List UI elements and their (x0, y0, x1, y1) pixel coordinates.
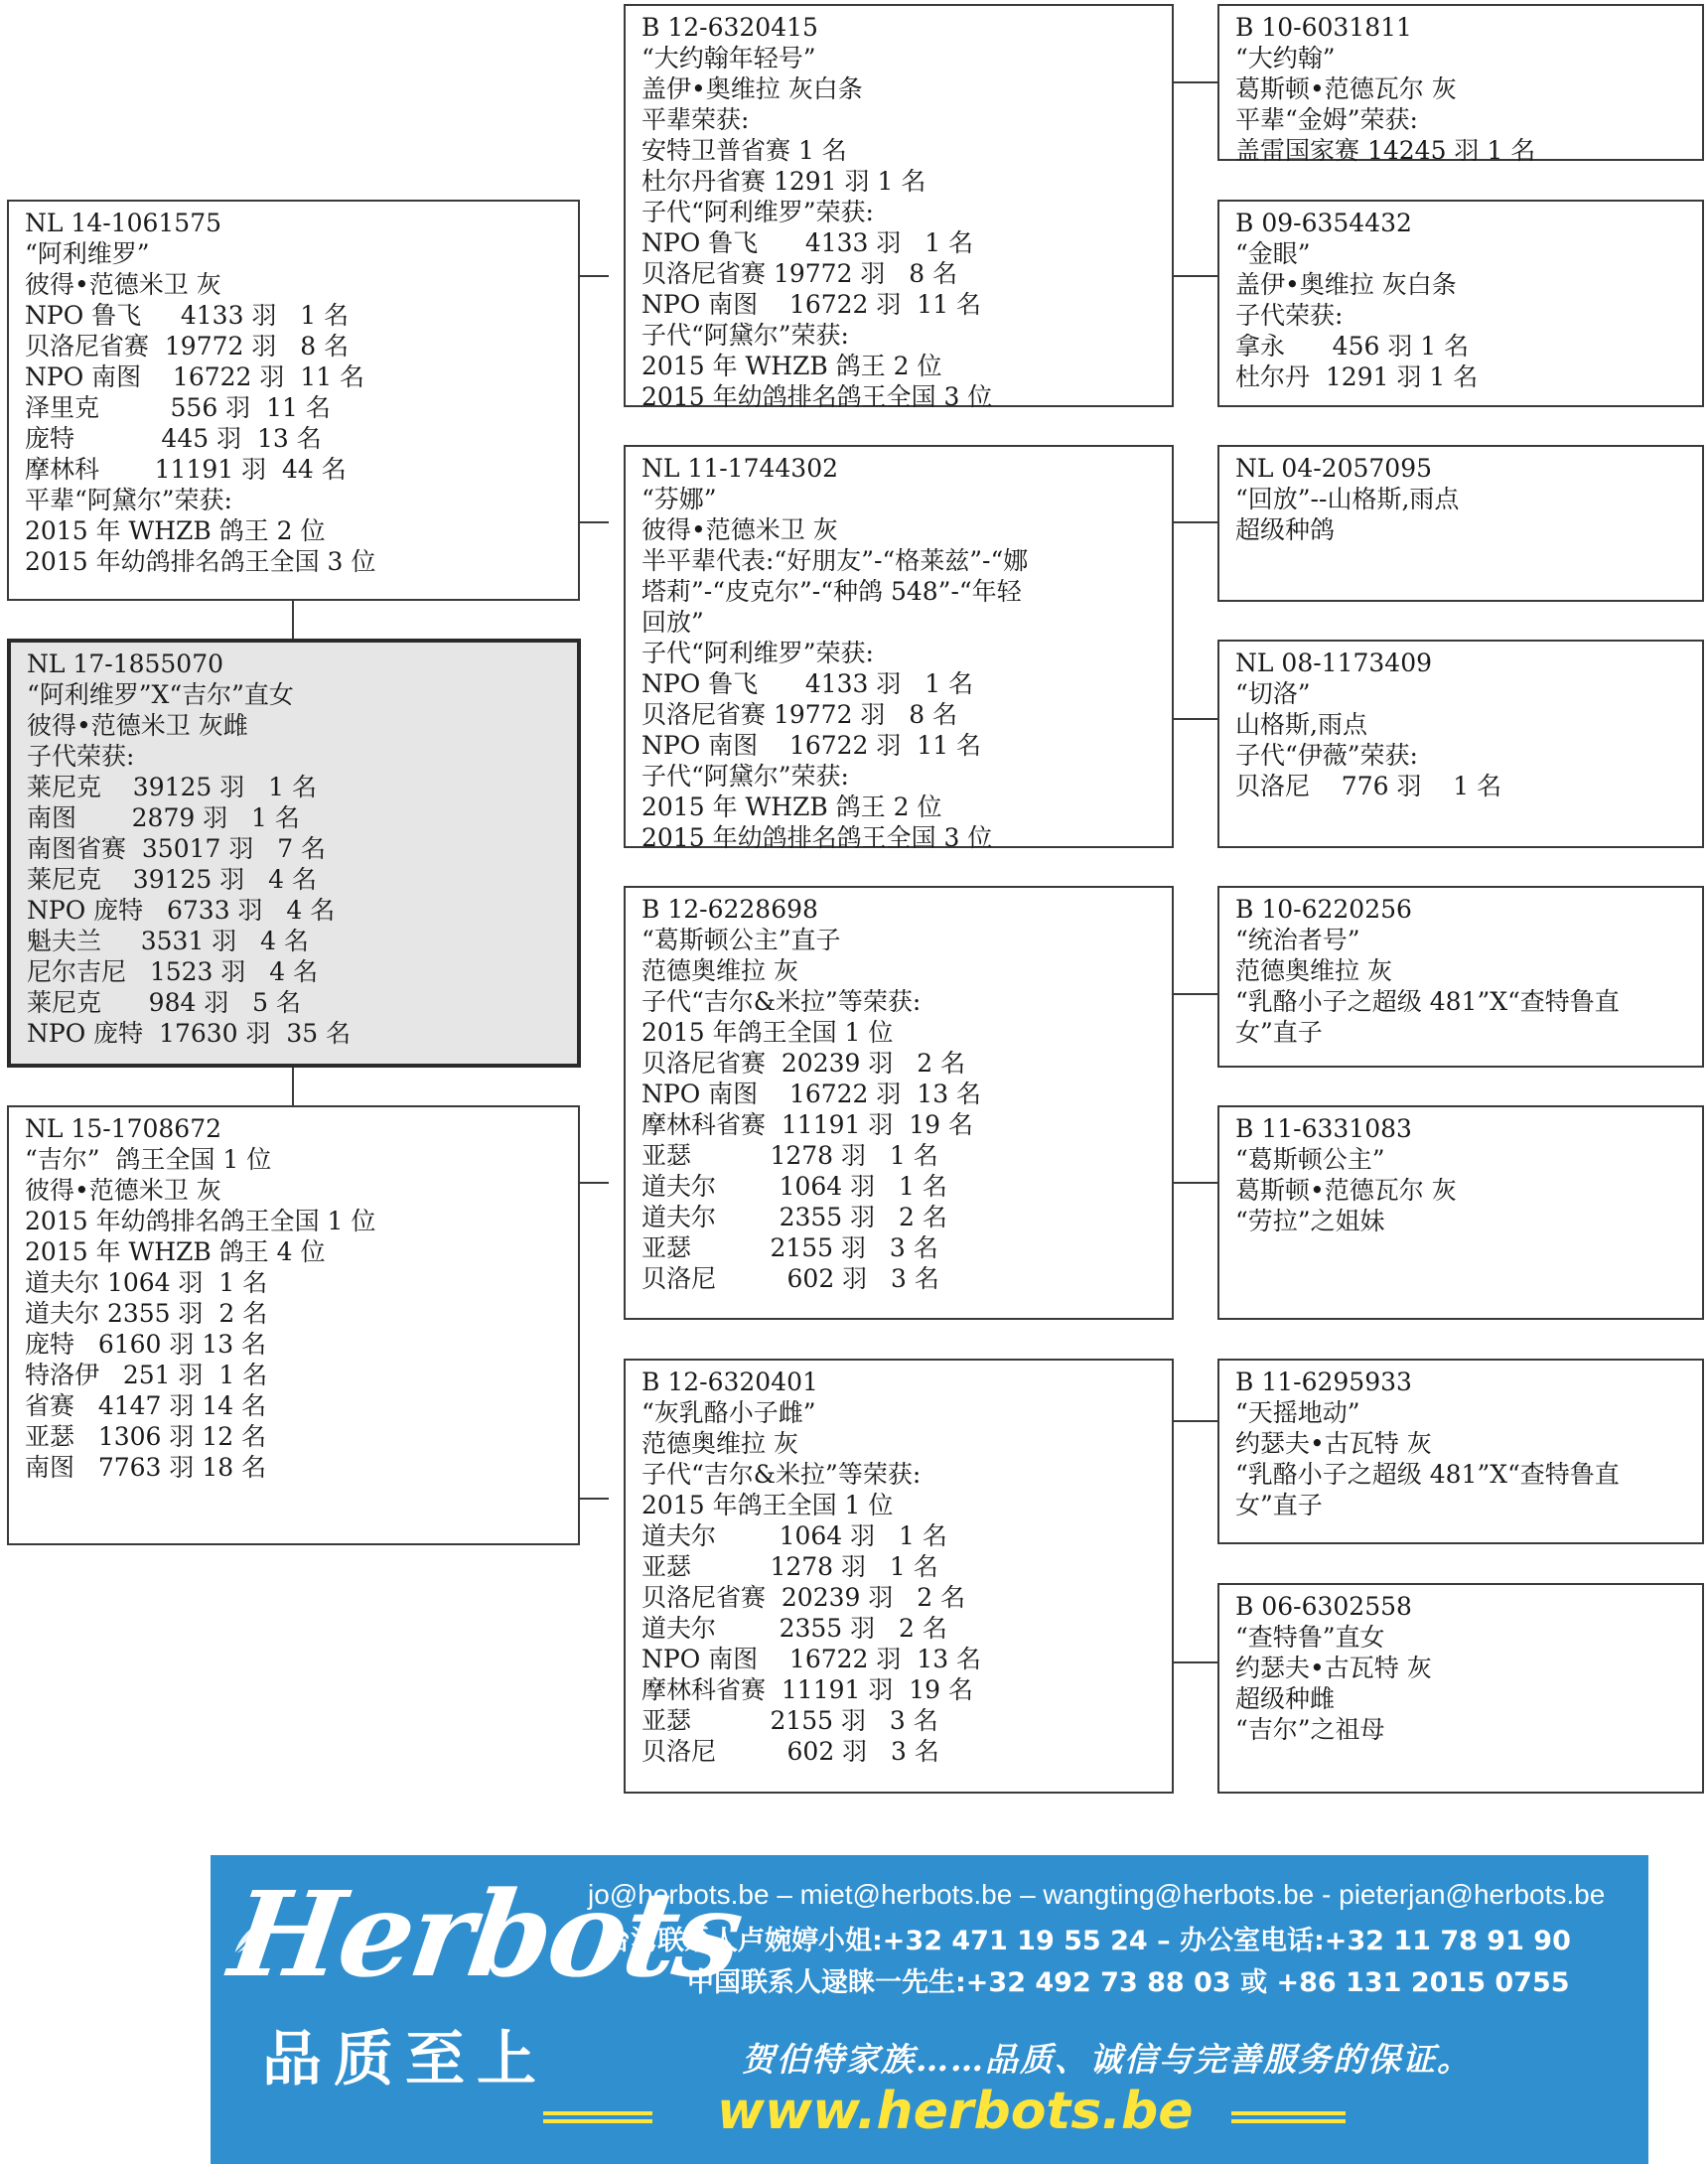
result-line: 超级种鸽 (1235, 515, 1336, 544)
connector-line (1173, 718, 1217, 720)
breeder-color: 彼得•范德米卫 灰 (25, 270, 221, 299)
sire-sire-sire-box (1217, 4, 1704, 165)
result-line: 亚瑟 2155 羽 3 名 (641, 1233, 938, 1262)
ring-number: B 10-6031811 (1235, 13, 1412, 42)
result-line: 贝洛尼 602 羽 3 名 (641, 1264, 939, 1293)
sire-sire-dam-box (1217, 200, 1704, 407)
result-line: 平辈“金姆”荣获: (1235, 105, 1418, 134)
result-line: “乳酪小子之超级 481”X“查特鲁直 (1235, 987, 1620, 1016)
ring-number: NL 11-1744302 (641, 454, 839, 483)
result-line: 女”直子 (1235, 1491, 1323, 1519)
ring-number: NL 14-1061575 (25, 209, 222, 237)
connector-line (579, 1182, 609, 1184)
connector-line (1173, 1661, 1217, 1663)
dam-dam-box (624, 1359, 1174, 1794)
connector-line (1173, 1182, 1217, 1184)
result-line: 杜尔丹 1291 羽 1 名 (1235, 362, 1479, 391)
result-line: 安特卫普省赛 1 名 (641, 136, 847, 165)
result-line: 贝洛尼省赛 20239 羽 2 名 (641, 1583, 966, 1612)
breeder-color: 葛斯顿•范德瓦尔 灰 (1235, 1176, 1457, 1205)
sire-box (7, 200, 580, 601)
website-link[interactable]: www.herbots.be (717, 2082, 1194, 2141)
result-line: 摩林科 11191 羽 44 名 (25, 455, 347, 484)
sire-dam-sire-box (1217, 445, 1704, 602)
result-line: 亚瑟 1278 羽 1 名 (641, 1141, 938, 1170)
result-line: NPO 南图 16722 羽 11 名 (641, 731, 982, 760)
result-line: 半平辈代表:“好朋友”-“格莱兹”-“娜 (641, 546, 1029, 575)
result-line: NPO 南图 16722 羽 13 名 (641, 1645, 982, 1673)
result-line: NPO 庞特 17630 羽 35 名 (27, 1019, 352, 1048)
result-line: 南图 7763 羽 18 名 (25, 1453, 267, 1482)
result-line: 庞特 445 羽 13 名 (25, 424, 322, 453)
result-line: 亚瑟 2155 羽 3 名 (641, 1706, 938, 1735)
result-line: 亚瑟 1278 羽 1 名 (641, 1552, 938, 1581)
result-line: 南图 2879 羽 1 名 (27, 803, 300, 832)
pigeon-name: “大约翰年轻号” (641, 44, 816, 72)
sire-sire-box (624, 4, 1174, 411)
result-line: 盖雷国家赛 14245 羽 1 名 (1235, 136, 1536, 165)
result-line: 摩林科省赛 11191 羽 19 名 (641, 1675, 974, 1704)
pigeon-name: “阿利维罗”X“吉尔”直女 (27, 680, 294, 709)
email-contacts[interactable]: jo@herbots.be – miet@herbots.be – wangting@herbots.be - pieterjan@herbots.be (588, 1879, 1606, 1910)
result-line: 魁夫兰 3531 羽 4 名 (27, 927, 309, 955)
breeder-color: 范德奥维拉 灰 (641, 956, 798, 985)
dam-sire-sire-box (1217, 886, 1704, 1068)
result-line: 贝洛尼 776 羽 1 名 (1235, 772, 1502, 800)
result-line: 2015 年幼鸽排名鸽王全国 3 位 (641, 382, 993, 411)
pigeon-name: “吉尔” 鸽王全国 1 位 (25, 1145, 272, 1174)
pigeon-name: “灰乳酪小子雌” (641, 1398, 816, 1427)
connector-line (579, 275, 609, 277)
result-line: 泽里克 556 羽 11 名 (25, 393, 331, 422)
ring-number: B 09-6354432 (1235, 209, 1412, 237)
result-line: 子代荣获: (27, 742, 135, 771)
result-line: 道夫尔 1064 羽 1 名 (641, 1172, 947, 1201)
result-line: 2015 年幼鸽排名鸽王全国 1 位 (25, 1207, 376, 1235)
result-line: 省赛 4147 羽 14 名 (25, 1391, 267, 1420)
result-line: 2015 年 WHZB 鸽王 2 位 (25, 516, 326, 545)
result-line: 超级种雌 (1235, 1684, 1336, 1713)
result-line: 贝洛尼省赛 19772 羽 8 名 (641, 259, 958, 288)
connector-line (1173, 993, 1217, 995)
connector-line (292, 600, 294, 640)
result-line: 子代“阿黛尔”荣获: (641, 321, 849, 350)
pigeon-name: “金眼” (1235, 239, 1311, 268)
pigeon-name: “回放”--山格斯,雨点 (1235, 485, 1460, 513)
result-line: 亚瑟 1306 羽 12 名 (25, 1422, 267, 1451)
result-line: 庞特 6160 羽 13 名 (25, 1330, 267, 1359)
result-line: 子代“吉尔&米拉”等荣获: (641, 1460, 922, 1489)
result-line: NPO 鲁飞 4133 羽 1 名 (25, 301, 350, 330)
result-line: 平辈荣获: (641, 105, 750, 134)
breeder-color: 彼得•范德米卫 灰 (641, 515, 838, 544)
result-line: 子代荣获: (1235, 301, 1344, 330)
result-line: NPO 南图 16722 羽 13 名 (641, 1080, 982, 1108)
result-line: 拿永 456 羽 1 名 (1235, 332, 1470, 361)
pigeon-name: “天摇地动” (1235, 1398, 1360, 1427)
result-line: 道夫尔 2355 羽 2 名 (641, 1614, 947, 1643)
pigeon-name: “查特鲁”直女 (1235, 1623, 1385, 1652)
ring-number: NL 15-1708672 (25, 1114, 222, 1143)
pigeon-name: “阿利维罗” (25, 239, 150, 268)
result-line: NPO 鲁飞 4133 羽 1 名 (641, 228, 974, 257)
result-line: 贝洛尼省赛 19772 羽 8 名 (25, 332, 350, 361)
result-line: NPO 鲁飞 4133 羽 1 名 (641, 669, 974, 698)
result-line: 莱尼克 984 羽 5 名 (27, 988, 302, 1017)
ring-number: B 06-6302558 (1235, 1592, 1412, 1621)
decorative-dash (543, 2119, 652, 2123)
dam-sire-dam-box (1217, 1105, 1704, 1320)
result-line: 2015 年鸽王全国 1 位 (641, 1018, 894, 1047)
pigeon-name: “统治者号” (1235, 926, 1360, 954)
ring-number: NL 04-2057095 (1235, 454, 1433, 483)
result-line: 特洛伊 251 羽 1 名 (25, 1361, 268, 1389)
result-line: “吉尔”之祖母 (1235, 1715, 1385, 1744)
ring-number: B 12-6320415 (641, 13, 818, 42)
connector-line (1173, 1420, 1217, 1422)
result-line: 莱尼克 39125 羽 4 名 (27, 865, 317, 894)
result-line: 摩林科省赛 11191 羽 19 名 (641, 1110, 974, 1139)
breeder-color: 约瑟夫•古瓦特 灰 (1235, 1654, 1432, 1682)
result-line: 子代“阿黛尔”荣获: (641, 762, 849, 791)
result-line: NPO 南图 16722 羽 11 名 (25, 362, 365, 391)
result-line: 2015 年幼鸽排名鸽王全国 3 位 (641, 823, 993, 852)
connector-line (1173, 521, 1217, 523)
result-line: 2015 年鸽王全国 1 位 (641, 1491, 894, 1519)
ring-number: B 12-6228698 (641, 895, 818, 924)
result-line: 贝洛尼省赛 20239 羽 2 名 (641, 1049, 966, 1078)
breeder-color: 范德奥维拉 灰 (1235, 956, 1392, 985)
connector-line (1173, 81, 1217, 83)
result-line: 贝洛尼 602 羽 3 名 (641, 1737, 939, 1766)
result-line: NPO 庞特 6733 羽 4 名 (27, 896, 336, 925)
sire-dam-dam-box (1217, 640, 1704, 848)
result-line: 贝洛尼省赛 19772 羽 8 名 (641, 700, 958, 729)
connector-line (579, 521, 609, 523)
pigeon-name: “大约翰” (1235, 44, 1336, 72)
connector-line (292, 1067, 294, 1106)
taiwan-contact: 台湾联系人卢婉婷小姐:+32 471 19 55 24 – 办公室电话:+32 11 78 91 90 (604, 1926, 1571, 1956)
breeder-color: 葛斯顿•范德瓦尔 灰 (1235, 74, 1457, 103)
result-line: NPO 南图 16722 羽 11 名 (641, 290, 982, 319)
connector-line (1173, 275, 1217, 277)
decorative-dash (543, 2111, 652, 2115)
result-line: 子代“阿利维罗”荣获: (641, 639, 874, 667)
breeder-color: 彼得•范德米卫 灰 (25, 1176, 221, 1205)
result-line: “乳酪小子之超级 481”X“查特鲁直 (1235, 1460, 1620, 1489)
dam-dam-dam-box (1217, 1583, 1704, 1794)
result-line: 塔莉”-“皮克尔”-“种鸽 548”-“年轻 (641, 577, 1022, 606)
result-line: 尼尔吉尼 1523 羽 4 名 (27, 957, 319, 986)
result-line: 平辈“阿黛尔”荣获: (25, 486, 232, 514)
slogan: 贺伯特家族……品质、诚信与完善服务的保证。 (742, 2040, 1472, 2079)
breeder-color: 约瑟夫•古瓦特 灰 (1235, 1429, 1432, 1458)
herbots-logo: Herbots (222, 1865, 749, 2003)
result-line: 道夫尔 2355 羽 2 名 (25, 1299, 268, 1328)
result-line: 2015 年 WHZB 鸽王 4 位 (25, 1237, 326, 1266)
dam-dam-sire-box (1217, 1359, 1704, 1544)
result-line: 子代“吉尔&米拉”等荣获: (641, 987, 922, 1016)
result-line: 道夫尔 1064 羽 1 名 (641, 1521, 947, 1550)
result-line: 女”直子 (1235, 1018, 1323, 1047)
result-line: 子代“阿利维罗”荣获: (641, 198, 874, 226)
ring-number: NL 08-1173409 (1235, 649, 1433, 677)
breeder-color: 彼得•范德米卫 灰雌 (27, 711, 248, 740)
breeder-color: 范德奥维拉 灰 (641, 1429, 798, 1458)
breeder-color: 山格斯,雨点 (1235, 710, 1367, 739)
result-line: 回放” (641, 608, 704, 637)
pigeon-name: “葛斯顿公主”直子 (641, 926, 841, 954)
ring-number: B 11-6295933 (1235, 1368, 1412, 1396)
ring-number: B 11-6331083 (1235, 1114, 1412, 1143)
decorative-dash (1231, 2119, 1346, 2123)
result-line: 2015 年 WHZB 鸽王 2 位 (641, 352, 942, 380)
subject-box (7, 639, 581, 1068)
result-line: 道夫尔 2355 羽 2 名 (641, 1203, 947, 1231)
pigeon-name: “葛斯顿公主” (1235, 1145, 1385, 1174)
ring-number: NL 17-1855070 (27, 649, 224, 678)
result-line: 道夫尔 1064 羽 1 名 (25, 1268, 268, 1297)
logo-tagline: 品质至上 (262, 2025, 548, 2094)
china-contact: 中国联系人逯睐一先生:+32 492 73 88 03 或 +86 131 2015 0755 (687, 1967, 1570, 1998)
result-line: 杜尔丹省赛 1291 羽 1 名 (641, 167, 926, 196)
result-line: “劳拉”之姐妹 (1235, 1207, 1385, 1235)
pigeon-name: “芬娜” (641, 485, 717, 513)
dam-box (7, 1105, 580, 1545)
sire-dam-box (624, 445, 1174, 852)
dam-sire-box (624, 886, 1174, 1320)
breeder-color: 盖伊•奥维拉 灰白条 (641, 74, 863, 103)
result-line: 莱尼克 39125 羽 1 名 (27, 773, 317, 801)
ring-number: B 10-6220256 (1235, 895, 1412, 924)
result-line: 2015 年 WHZB 鸽王 2 位 (641, 793, 942, 821)
result-line: 2015 年幼鸽排名鸽王全国 3 位 (25, 547, 376, 576)
result-line: 子代“伊薇”荣获: (1235, 741, 1418, 770)
result-line: 南图省赛 35017 羽 7 名 (27, 834, 327, 863)
pigeon-name: “切洛” (1235, 679, 1311, 708)
connector-line (579, 1498, 609, 1500)
decorative-dash (1231, 2111, 1346, 2115)
ring-number: B 12-6320401 (641, 1368, 818, 1396)
herbots-banner (211, 1855, 1648, 2164)
breeder-color: 盖伊•奥维拉 灰白条 (1235, 270, 1457, 299)
